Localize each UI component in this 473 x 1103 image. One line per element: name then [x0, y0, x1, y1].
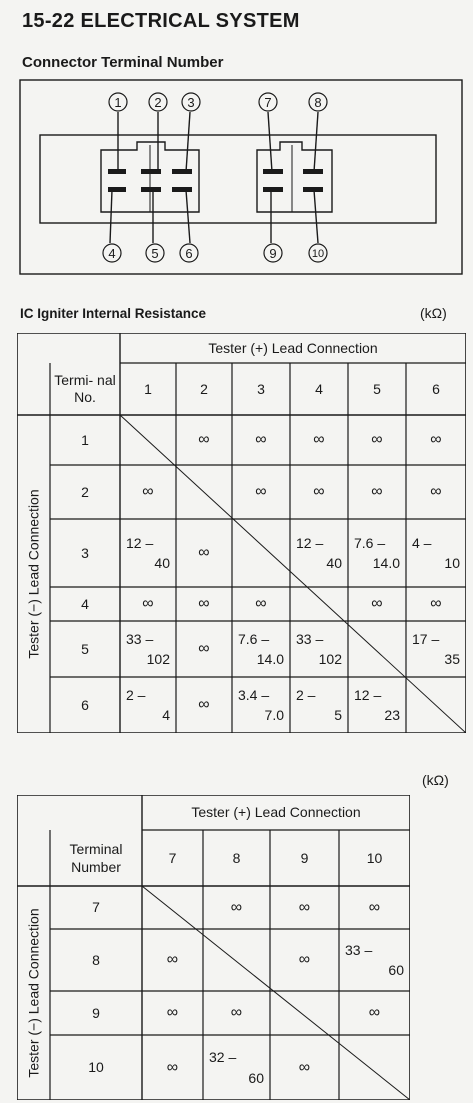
resistance-cell [203, 1035, 270, 1100]
table1-terminal-header: Termi- nal No. [54, 371, 116, 405]
resistance-cell [120, 415, 176, 465]
resistance-cell [232, 519, 290, 587]
resistance-cell: ∞ [430, 431, 442, 449]
resistance-cell: ∞ [255, 595, 267, 613]
resistance-max: 60 [248, 1069, 264, 1086]
table2-terminal-header: Terminal Number [69, 840, 123, 875]
terminal-3-label: 3 [187, 95, 195, 110]
resistance-cell: ∞ [198, 544, 210, 562]
resistance-min: 12 – [296, 534, 324, 551]
connector-heading: Connector Terminal Number [22, 54, 224, 71]
resistance-cell: ∞ [368, 898, 381, 916]
terminal-1-label: 1 [114, 95, 122, 110]
igniter-resistance-table-2 [17, 795, 410, 1100]
resistance-max: 23 [384, 707, 400, 723]
resistance-max: 40 [154, 555, 170, 571]
resistance-cell [120, 677, 176, 733]
table2-unit: (kΩ) [422, 772, 449, 788]
resistance-cell: ∞ [255, 431, 267, 449]
table2-tester-plus-header: Tester (+) Lead Connection [191, 804, 361, 821]
row-header-terminal-1: 1 [81, 431, 89, 448]
resistance-min: 17 – [412, 630, 440, 647]
terminal-10-label: 10 [311, 248, 325, 260]
table1-tester-minus-header: Tester (−) Lead Connection [25, 489, 42, 659]
table1-tester-plus-header: Tester (+) Lead Connection [208, 339, 378, 356]
resistance-min: 4 – [412, 534, 432, 551]
resistance-cell [348, 519, 406, 587]
resistance-cell [406, 677, 466, 733]
column-header-terminal-3: 3 [257, 380, 265, 397]
terminal-7-label: 7 [264, 95, 272, 110]
resistance-cell [348, 621, 406, 677]
resistance-cell [203, 929, 270, 991]
resistance-cell [406, 621, 466, 677]
resistance-max: 7.0 [264, 707, 284, 723]
resistance-cell [290, 519, 348, 587]
resistance-cell: ∞ [166, 1058, 179, 1076]
table1-heading: IC Igniter Internal Resistance [20, 306, 207, 321]
row-header-terminal-9: 9 [92, 1004, 100, 1021]
column-header-terminal-5: 5 [373, 380, 381, 397]
resistance-cell: ∞ [230, 1004, 243, 1022]
resistance-min: 12 – [354, 686, 382, 703]
resistance-min: 2 – [296, 686, 316, 703]
resistance-min: 7.6 – [238, 630, 270, 647]
resistance-max: 60 [388, 962, 404, 978]
resistance-min: 7.6 – [354, 534, 386, 551]
resistance-cell [406, 519, 466, 587]
resistance-cell: ∞ [371, 595, 383, 613]
resistance-cell [270, 991, 339, 1035]
resistance-cell [142, 886, 203, 929]
resistance-cell [348, 677, 406, 733]
column-header-terminal-9: 9 [300, 849, 309, 866]
row-header-terminal-3: 3 [81, 544, 89, 561]
column-header-terminal-10: 10 [366, 849, 383, 866]
resistance-cell: ∞ [166, 1004, 179, 1022]
resistance-cell: ∞ [298, 951, 311, 969]
column-header-terminal-2: 2 [200, 380, 208, 397]
column-header-terminal-1: 1 [144, 380, 152, 397]
terminal-2-label: 2 [154, 95, 162, 110]
resistance-cell: ∞ [230, 898, 243, 916]
resistance-max: 40 [326, 555, 342, 571]
resistance-cell: ∞ [313, 431, 325, 449]
table1-unit: (kΩ) [420, 305, 447, 321]
column-header-terminal-7: 7 [168, 849, 177, 866]
resistance-cell: ∞ [430, 483, 442, 501]
row-header-terminal-10: 10 [88, 1059, 104, 1076]
column-header-terminal-8: 8 [232, 849, 241, 866]
resistance-cell: ∞ [368, 1004, 381, 1022]
resistance-cell: ∞ [298, 1058, 311, 1076]
ic-igniter-resistance-table [17, 333, 466, 733]
resistance-cell: ∞ [198, 431, 210, 449]
resistance-min: 3.4 – [238, 686, 270, 703]
terminal-5-label: 5 [151, 246, 159, 261]
resistance-cell: ∞ [298, 898, 311, 916]
resistance-max: 5 [334, 707, 342, 723]
resistance-cell: ∞ [142, 483, 154, 501]
resistance-min: 12 – [126, 534, 154, 551]
resistance-max: 102 [318, 651, 342, 667]
column-header-terminal-4: 4 [315, 380, 323, 397]
resistance-cell [290, 677, 348, 733]
resistance-cell: ∞ [198, 696, 210, 714]
resistance-cell [176, 465, 232, 519]
resistance-cell [232, 677, 290, 733]
resistance-cell [290, 621, 348, 677]
resistance-min: 32 – [209, 1049, 237, 1066]
resistance-cell: ∞ [142, 595, 154, 613]
resistance-cell: ∞ [371, 431, 383, 449]
resistance-min: 2 – [126, 686, 146, 703]
resistance-min: 33 – [126, 630, 154, 647]
resistance-cell [339, 929, 410, 991]
terminal-8-label: 8 [314, 95, 322, 110]
column-header-terminal-6: 6 [432, 380, 440, 397]
connector-diagram [0, 0, 473, 290]
resistance-max: 102 [146, 651, 170, 667]
resistance-cell: ∞ [198, 595, 210, 613]
resistance-cell: ∞ [313, 483, 325, 501]
resistance-max: 10 [444, 555, 460, 571]
resistance-cell: ∞ [255, 483, 267, 501]
row-header-terminal-5: 5 [81, 640, 89, 657]
resistance-min: 33 – [345, 941, 373, 958]
resistance-cell: ∞ [198, 640, 210, 658]
terminal-6-label: 6 [185, 246, 193, 261]
row-header-terminal-4: 4 [81, 595, 89, 612]
table2-tester-minus-header: Tester (−) Lead Connection [25, 908, 42, 1078]
resistance-cell: ∞ [430, 595, 442, 613]
page-title: 15-22 ELECTRICAL SYSTEM [22, 10, 300, 32]
resistance-cell [120, 621, 176, 677]
row-header-terminal-7: 7 [92, 899, 100, 916]
terminal-4-label: 4 [108, 246, 116, 261]
resistance-max: 4 [162, 707, 170, 723]
resistance-cell: ∞ [166, 951, 179, 969]
terminal-9-label: 9 [269, 246, 277, 261]
row-header-terminal-2: 2 [81, 483, 89, 500]
resistance-max: 14.0 [372, 555, 400, 571]
resistance-cell [232, 621, 290, 677]
resistance-max: 14.0 [256, 651, 284, 667]
row-header-terminal-6: 6 [81, 696, 89, 713]
row-header-terminal-8: 8 [92, 951, 100, 968]
resistance-max: 35 [444, 651, 460, 667]
resistance-cell: ∞ [371, 483, 383, 501]
resistance-cell [339, 1035, 410, 1100]
resistance-min: 33 – [296, 630, 324, 647]
resistance-cell [290, 587, 348, 621]
resistance-cell [120, 519, 176, 587]
